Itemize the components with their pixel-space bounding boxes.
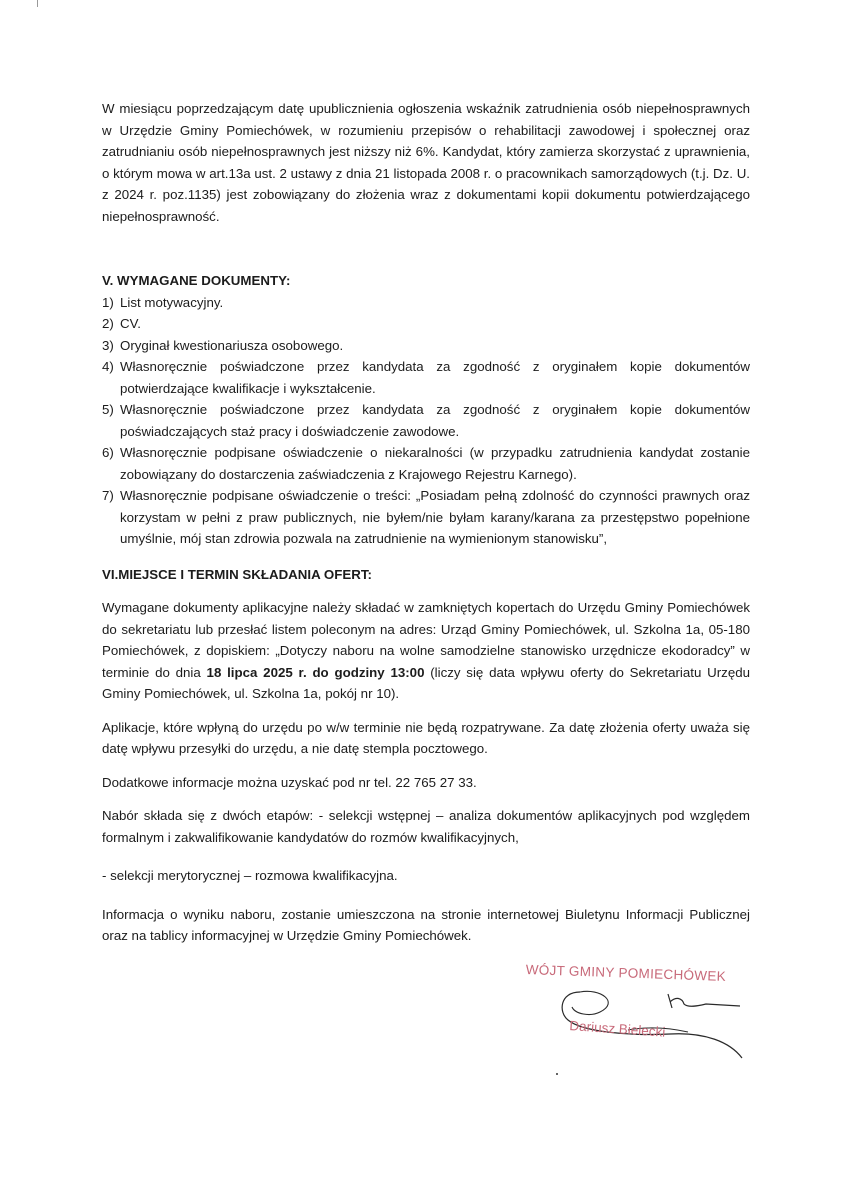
recruitment-stages-paragraph: Nabór składa się z dwóch etapów: - selekcji wstępnej – analiza dokumentów aplikacyjnych pod względem formalnym i zakwalifikowanie kandydatów do rozmów kwalifikacyjnych, [102, 808, 750, 845]
list-item: 7) Własnoręcznie podpisane oświadczenie o treści: „Posiadam pełną zdolność do czynności prawnych oraz korzystam w pełni z praw publicznych, nie byłem/nie byłam karany/karana za przestępstwo popełnione umyślnie, mój stan zdrowia pozwala na zatrudnienie na wymienionym stanowisku”, [102, 488, 750, 546]
section-6-heading: VI.MIEJSCE I TERMIN SKŁADANIA OFERT: [102, 566, 372, 582]
submission-paragraph: Wymagane dokumenty aplikacyjne należy składać w zamkniętych kopertach do Urzędu Gminy Pomiechówek do sekretariatu lub przesłać listem poleconym na adres: Urząd Gminy Pomiechówek, ul. Szkolna 1a, 05-180 Pomiechówek, z dopiskiem: „Dotyczy naboru na wolne samodzielne stanowisko urzędnicze ekodoradcy” w terminie do dnia 18 lipca 2025 r. do godziny 13:00 (liczy się data wpływu oferty do Sekretariatu Urzędu Gminy Pomiechówek, ul. Szkolna 1a, pokój nr 10). [102, 600, 750, 701]
handwritten-signature [520, 962, 760, 1062]
contact-info-paragraph: Dodatkowe informacje można uzyskać pod nr tel. 22 765 27 33. [102, 774, 477, 790]
intro-paragraph: W miesiącu poprzedzającym datę upublicznienia ogłoszenia wskaźnik zatrudnienia osób niepełnosprawnych w Urzędzie Gminy Pomiechówek, w rozumieniu przepisów o rehabilitacji zawodowej i społecznej oraz zatrudnianiu osób niepełnosprawnych jest niższy niż 6%. Kandydat, który zamierza skorzystać z uprawnienia, o którym mowa w art.13a ust. 2 ustawy z dnia 21 listopada 2008 r. o pracownikach samorządowych (t.j. Dz. U. z 2024 r. poz.1135) jest zobowiązany do złożenia wraz z dokumentami kopii dokumentu potwierdzającego niepełnosprawność. [102, 101, 750, 224]
late-applications-paragraph: Aplikacje, które wpłyną do urzędu po w/w terminie nie będą rozpatrywane. Za datę złożenia oferty uważa się datę wpływu przesyłki do urzędu, a nie datę stempla pocztowego. [102, 719, 750, 756]
list-item: 3) Oryginał kwestionariusza osobowego. [102, 337, 344, 353]
list-item: 6) Własnoręcznie podpisane oświadczenie o niekaralności (w przypadku zatrudnienia kandydat zostanie zobowiązany do dostarczenia zaświadczenia z Krajowego Rejestru Karnego). [102, 445, 750, 482]
list-item: 5) Własnoręcznie poświadczone przez kandydata za zgodność z oryginałem kopie dokumentów poświadczających staż pracy i doświadczenie zawodowe. [102, 402, 750, 439]
stamp-title: WÓJT GMINY POMIECHÓWEK [525, 962, 727, 984]
scan-dot [556, 1073, 558, 1075]
document-body [102, 98, 750, 947]
scan-mark [37, 0, 38, 7]
deadline-text: 18 lipca 2025 r. do godziny 13:00 [206, 664, 425, 680]
required-documents-list [102, 292, 750, 550]
results-info-paragraph: Informacja o wyniku naboru, zostanie umieszczona na stronie internetowej Biuletynu Informacji Publicznej oraz na tablicy informacyjnej w Urzędzie Gminy Pomiechówek. [102, 906, 750, 943]
stamp-name: Dariusz Bielecki [568, 1018, 666, 1040]
list-item: 4) Własnoręcznie poświadczone przez kandydata za zgodność z oryginałem kopie dokumentów potwierdzające kwalifikacje i wykształcenie. [102, 359, 750, 396]
list-item: 1) List motywacyjny. [102, 294, 224, 310]
second-stage-paragraph: - selekcji merytorycznej – rozmowa kwalifikacyjna. [102, 868, 398, 883]
list-item: 2) CV. [102, 316, 141, 331]
section-5-heading: V. WYMAGANE DOKUMENTY: [102, 273, 291, 288]
signature-stamp [520, 962, 760, 1062]
